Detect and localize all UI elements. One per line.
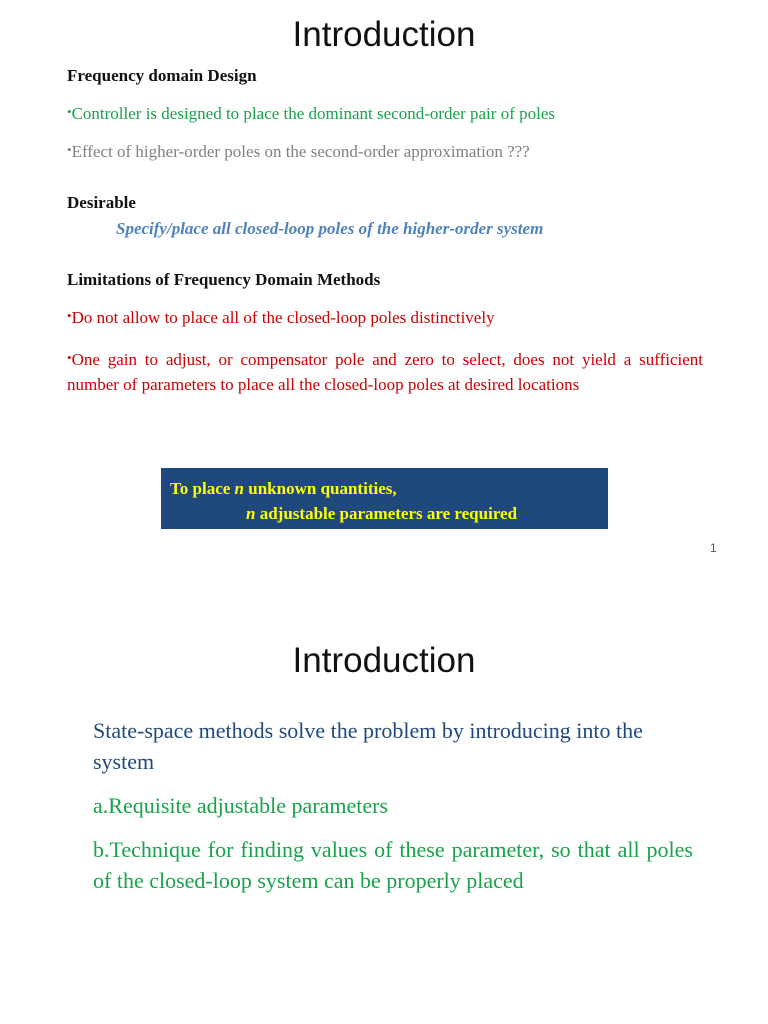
bullet-limitation-2 [67,345,703,397]
bullet-text: Controller is designed to place the dominant second-order pair of poles [71,104,555,123]
desirable-statement: Specify/place all closed-loop poles of the higher-order system [116,219,544,238]
bullet-marker: • [67,142,72,157]
intro-paragraph: State-space methods solve the problem by introducing into the system [93,718,643,774]
callout-variable: n [246,504,256,523]
section-heading-desirable: Desirable [67,193,136,212]
callout-line2-suffix: adjustable parameters are required [255,504,518,523]
bullet-marker: • [67,104,72,119]
bullet-limitation-1 [67,308,495,328]
bullet-higher-order-poles [67,142,530,162]
callout-prefix: To place [170,479,235,498]
slide-2 [0,620,768,1024]
bullet-dominant-poles [67,104,555,124]
bullet-text: One gain to adjust, or compensator pole and zero to select, does not yield a sufficient number of parameters to place all the closed-loop poles at desired locations [67,350,703,394]
callout-box [161,468,608,529]
list-item-a: a.Requisite adjustable parameters [93,793,389,818]
bullet-text: Effect of higher-order poles on the second-order approximation ??? [71,142,530,161]
callout-line1-suffix: unknown quantities, [244,479,397,498]
section-heading-limitations: Limitations of Frequency Domain Methods [67,270,381,289]
bullet-marker: • [67,308,72,323]
callout-line-1 [170,476,598,501]
slide-title: Introduction [292,15,476,54]
section-heading-frequency-domain-design: Frequency domain Design [67,66,257,85]
slide-title: Introduction [292,641,476,680]
bullet-text: Do not allow to place all of the closed-loop poles distinctively [71,308,495,327]
list-item-b: b.Technique for finding values of these parameter, so that all poles of the closed-loop system can be properly placed [93,837,693,893]
callout-variable: n [234,479,245,498]
page-number: 1 [710,541,717,555]
callout-line-2 [170,501,598,526]
bullet-marker: • [67,350,72,365]
